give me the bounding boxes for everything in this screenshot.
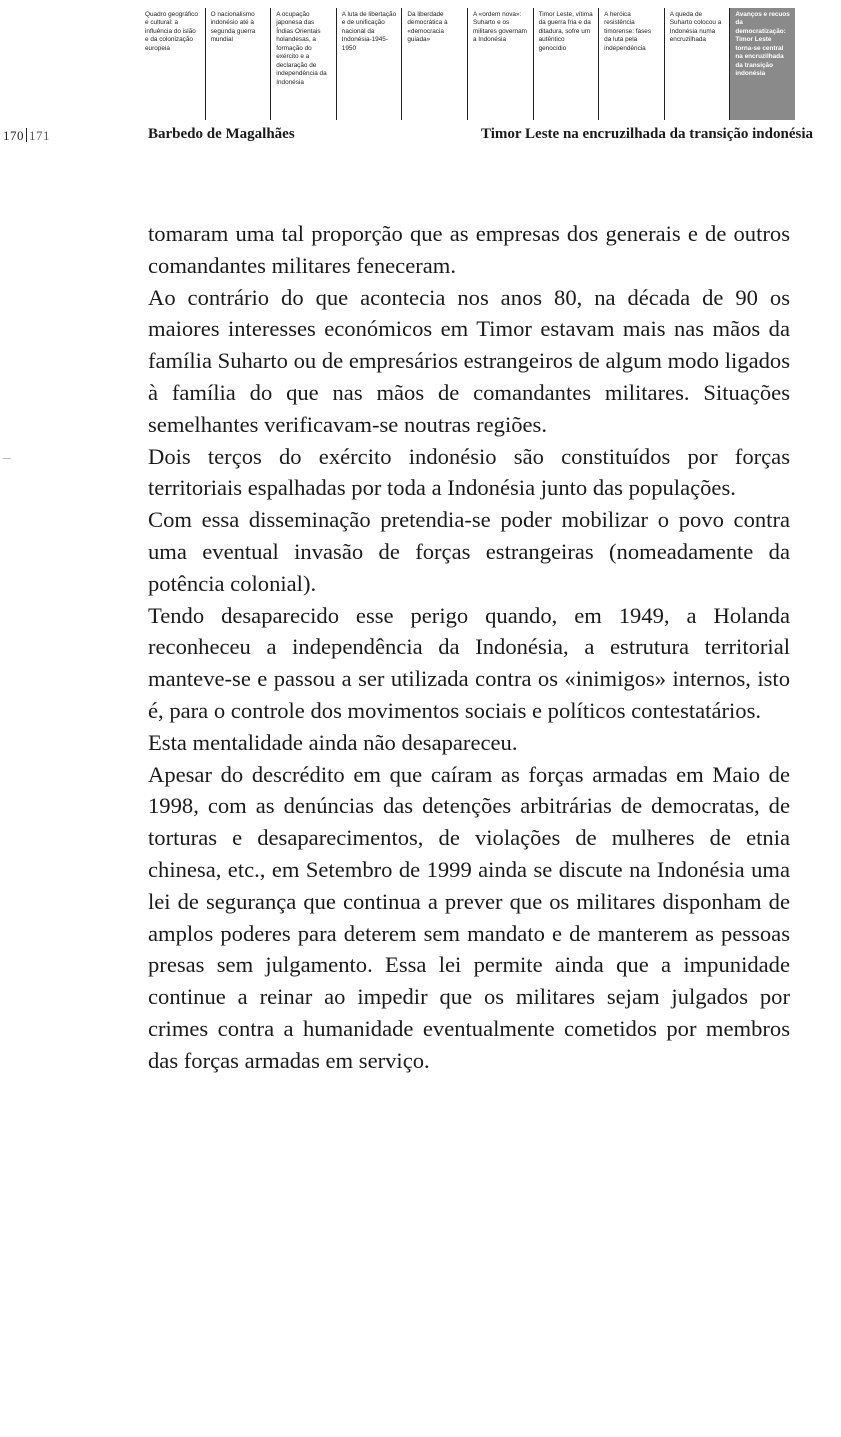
body-text	[148, 218, 790, 1077]
chapter-tab-9: A queda de Suharto colocou a Indonésia numa encruzilhada	[664, 8, 730, 120]
running-header-author: Barbedo de Magalhães	[148, 126, 295, 142]
chapter-tab-4: A luta de libertação e de unificação nacional da Indonésia-1945-1950	[336, 8, 402, 120]
chapter-tab-current: Avanços e recuos da democratização: Timor Leste torna-se central na encruzilhada da transição indonésia	[729, 8, 795, 120]
paragraph: Esta mentalidade ainda não desapareceu.	[148, 729, 518, 755]
chapter-tab-8: A heróica resistência timorense: fases da luta pela independência	[598, 8, 664, 120]
chapter-tab-1: Quadro geográfico e cultural: a influência do islão e da colonização europeia	[145, 11, 198, 52]
chapter-tab-6: A «ordem nova»: Suharto e os militares governam a Indonésia	[467, 8, 533, 120]
paragraph: tomaram uma tal proporção que as empresas dos generais e de outros comandantes militares feneceram.	[148, 221, 790, 278]
page-number-right: 171	[29, 128, 50, 143]
paragraph: Apesar do descrédito em que caíram as forças armadas em Maio de 1998, com as denúncias das detenções arbitrárias de democratas, de torturas e desaparecimentos, de violações de mulheres de etnia chinesa, etc., em Setembro de 1999 ainda se discute na Indonésia uma lei de segurança que continua a prever que os militares disponham de amplos poderes para deterem sem mandato e de manterem as pessoas presas sem julgamento. Essa lei permite ainda que a impunidade continue a reinar ao impedir que os militares sejam julgados por crimes contra a humanidade eventualmente cometidos por membros das forças armadas em serviço.	[148, 761, 790, 1073]
page-number-divider	[26, 128, 27, 142]
running-header-title: Timor Leste na encruzilhada da transição indonésia	[481, 126, 813, 142]
margin-mark	[3, 458, 11, 459]
page-number-left: 170	[3, 128, 24, 143]
paragraph: Tendo desaparecido esse perigo quando, em 1949, a Holanda reconheceu a independência da Indonésia, a estrutura territorial manteve-se e passou a ser utilizada contra os «inimigos» internos, isto é, para o controle dos movimentos sociais e políticos contestatários.	[148, 602, 790, 723]
page-numbers	[3, 128, 50, 144]
chapter-tab-3: A ocupação japonesa das Índias Orientais holandesas, a formação do exército e a declaração de independência da Indonésia	[270, 8, 336, 120]
paragraph: Dois terços do exército indonésio são constituídos por forças territoriais espalhadas por toda a Indonésia junto das populações.	[148, 443, 790, 501]
chapter-tab-5: Da liberdade democrática à «democracia guiada»	[401, 8, 467, 120]
paragraph: Com essa disseminação pretendia-se poder mobilizar o povo contra uma eventual invasão de forças estrangeiras (nomeadamente da potência colonial).	[148, 507, 790, 596]
chapter-tab-2: O nacionalismo indonésio até à segunda guerra mundial	[205, 8, 271, 120]
chapter-navigation-strip	[140, 8, 795, 120]
paragraph: Ao contrário do que acontecia nos anos 80, na década de 90 os maiores interesses económicos em Timor estavam mais nas mãos da família Suharto ou de empresários estrangeiros de algum modo ligados à família do que nas mãos de comandantes militares. Situações semelhantes verificavam-se noutras regiões.	[148, 284, 790, 437]
chapter-tab-7: Timor Leste, vítima da guerra fria e da ditadura, sofre um autêntico genocídio	[533, 8, 599, 120]
